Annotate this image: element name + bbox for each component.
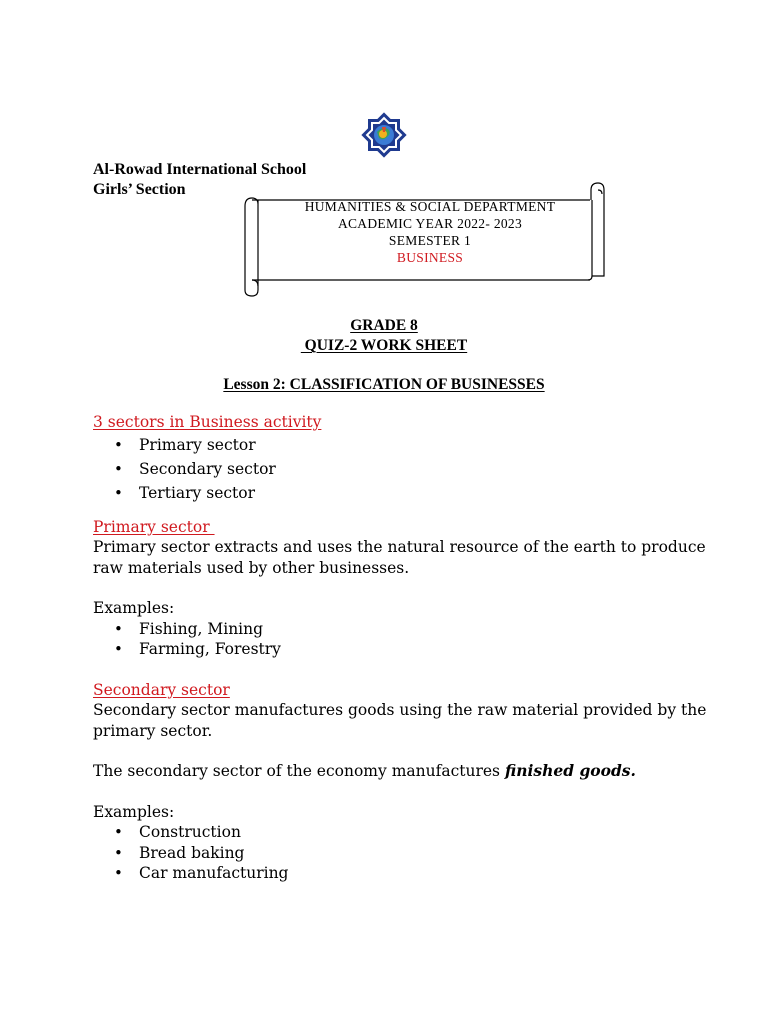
lesson-title: Lesson 2: CLASSIFICATION OF BUSINESSES [223, 376, 545, 393]
secondary-examples-list [93, 822, 713, 884]
quiz-title: QUIZ-2 WORK SHEET [300, 337, 468, 354]
secondary-sector-statement: The secondary sector of the economy manufactures finished goods. [93, 761, 636, 780]
secondary-examples-label: Examples: [93, 802, 175, 821]
list-item: • Fishing, Mining [114, 619, 264, 638]
worksheet-body [93, 412, 713, 884]
secondary-sector-heading: Secondary sector [93, 680, 230, 699]
secondary-sector-description: Secondary sector manufactures goods using the raw material provided by the primary sector. [93, 701, 707, 740]
bullet-icon: • [114, 640, 123, 658]
worksheet-titles [0, 316, 768, 356]
list-item: • Tertiary sector [93, 481, 713, 505]
primary-examples-label: Examples: [93, 599, 175, 617]
bullet-icon: • [114, 435, 123, 454]
list-item: • Secondary sector [93, 457, 713, 481]
list-item: • Primary sector [93, 433, 713, 457]
school-name: Al-Rowad International School [93, 161, 307, 178]
bullet-icon: • [114, 619, 123, 638]
primary-sector-heading: Primary sector [93, 517, 215, 536]
bullet-icon: • [114, 483, 123, 502]
department-name: HUMANITIES & SOCIAL DEPARTMENT [304, 199, 556, 214]
list-item: • Farming, Forestry [114, 640, 281, 658]
list-item: • Car manufacturing [114, 864, 289, 882]
primary-examples-list [93, 619, 713, 660]
list-item: • Construction [114, 823, 241, 841]
primary-sector-description: Primary sector extracts and uses the natural resource of the earth to produce raw materials used by other businesses. [93, 538, 706, 577]
bullet-icon: • [114, 864, 123, 882]
finished-goods-emphasis: finished goods. [504, 761, 636, 780]
academic-year: ACADEMIC YEAR 2022- 2023 [337, 216, 523, 231]
school-logo-icon [356, 108, 412, 162]
subject-name: BUSINESS [396, 250, 464, 265]
semester: SEMESTER 1 [388, 233, 472, 248]
school-section: Girls’ Section [93, 181, 186, 198]
bullet-icon: • [114, 843, 123, 862]
bullet-icon: • [114, 459, 123, 478]
scroll-banner-text [258, 198, 602, 266]
grade-title: GRADE 8 [350, 317, 418, 334]
sectors-heading: 3 sectors in Business activity [93, 413, 322, 431]
sectors-list [93, 433, 713, 505]
list-item: • Bread baking [114, 843, 245, 862]
lesson-title-row [0, 375, 768, 395]
bullet-icon: • [114, 823, 123, 841]
